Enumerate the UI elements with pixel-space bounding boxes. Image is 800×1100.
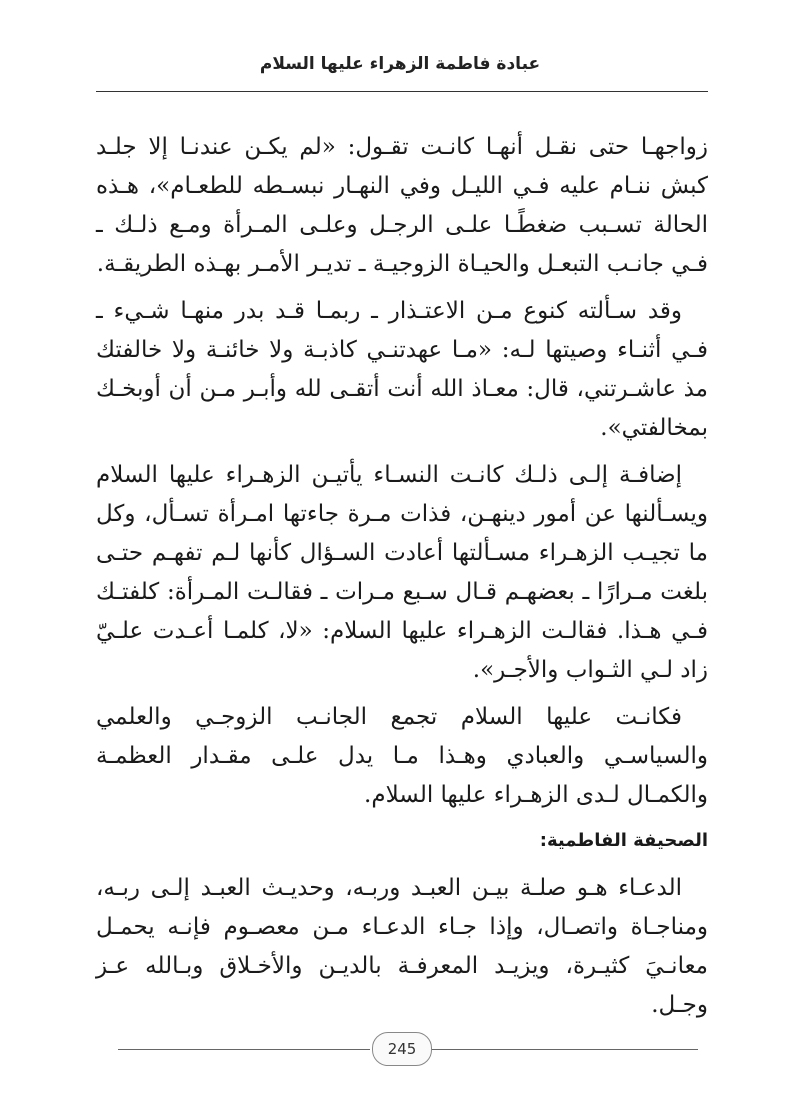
paragraph-2: وقد سـألته كنوع مـن الاعتـذار ـ ربمـا قـد بدر منهـا شـيء ـ فـي أثنـاء وصيتها لـه: «مـا عهدتنـي كاذبـة ولا خائنـة ولا خالفتك مذ عاشـرتني، قال: معـاذ الله أنت أتقـى لله وأبـر مـن أن أوبخـك بمخالفتي». — [96, 298, 708, 441]
section-heading: الصحيفة الفاطمية: — [539, 830, 708, 851]
footer-divider-left — [118, 1049, 370, 1050]
running-header-title: عبادة فاطمة الزهراء ‏عليها السلام‏ — [259, 54, 541, 74]
body-text — [96, 128, 708, 1033]
paragraph-3: إضافـة إلـى ذلـك كانـت النسـاء يأتيـن الزهـراء ‏عليها السلام‏ ويسـألنها عن أمور دينهـن، فذات مـرة جاءتها امـرأة تسـأل، وكل ما تجيـب الزهـراء مسـألتها أعادت السـؤال كأنها لـم تفهـم حتـى بلغت مـرارًا ـ بعضهـم قـال سـبع مـرات ـ فقالـت المـرأة: كلفتـك فـي هـذا. فقالـت الزهـراء ‏عليها السلام‏: «لا، كلمـا أعـدت علـيّ زاد لـي الثـواب والأجـر». — [96, 462, 708, 683]
section-paragraph: الدعـاء هـو صلـة بيـن العبـد وربـه، وحديـث العبـد إلـى ربـه، ومناجـاة واتصـال، وإذا جـاء الدعـاء مـن معصـوم فإنـه يحمـل معانـيَ كثيـرة، ويزيـد المعرفـة بالديـن والأخـلاق وبـالله عـز وجـل. — [96, 875, 708, 1018]
paragraph-4: فكانـت ‏عليها السلام‏ تجمع الجانـب الزوجـي والعلمي والسياسـي والعبادي وهـذا مـا يدل علـى مقـدار العظمـة والكمـال لـدى الزهـراء ‏عليها السلام‏. — [96, 704, 708, 808]
page-number: 245 — [372, 1032, 432, 1066]
header-divider — [96, 91, 708, 92]
footer-divider-right — [432, 1049, 698, 1050]
paragraph-1: زواجهـا حتى نقـل أنهـا كانـت تقـول: «لم يكـن عندنـا إلا جلـد كبش ننـام عليه فـي الليـل وفي النهـار نبسـطه للطعـام»، هـذه الحالة تسـبب ضغطًـا علـى الرجـل وعلـى المـرأة ومـع ذلـك ـ فـي جانـب التبعـل والحيـاة الزوجيـة ـ تديـر الأمـر بهـذه الطريقـة. — [96, 134, 708, 277]
